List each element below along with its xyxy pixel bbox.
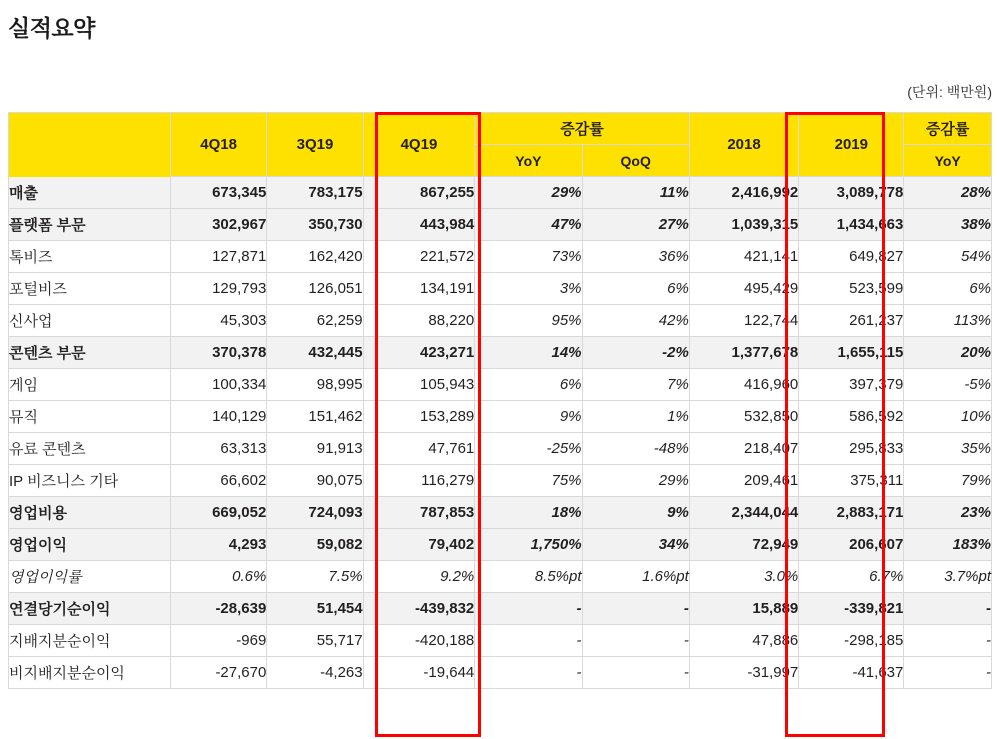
table-body bbox=[9, 177, 992, 689]
cell-q4_18: 63,313 bbox=[171, 433, 267, 465]
cell-yoy: - bbox=[475, 657, 582, 689]
cell-q4_18: 0.6% bbox=[171, 561, 267, 593]
cell-qoq: 1% bbox=[582, 401, 689, 433]
cell-y2019: 2,883,171 bbox=[799, 497, 904, 529]
row-label: 톡비즈 bbox=[9, 241, 171, 273]
unit-note: (단위: 백만원) bbox=[907, 84, 992, 100]
cell-y2018: 416,960 bbox=[689, 369, 798, 401]
cell-qoq: 36% bbox=[582, 241, 689, 273]
cell-q4_18: 370,378 bbox=[171, 337, 267, 369]
table-row bbox=[9, 657, 992, 689]
cell-yoy2: 10% bbox=[904, 401, 992, 433]
row-label: 영업이익 bbox=[9, 529, 171, 561]
row-label: 영업비용 bbox=[9, 497, 171, 529]
cell-yoy: 75% bbox=[475, 465, 582, 497]
header-qoq: QoQ bbox=[582, 145, 689, 177]
cell-yoy: - bbox=[475, 625, 582, 657]
cell-q3_19: 59,082 bbox=[267, 529, 363, 561]
cell-y2019: -298,185 bbox=[799, 625, 904, 657]
cell-q4_19: 423,271 bbox=[363, 337, 475, 369]
header-label-col bbox=[9, 113, 171, 177]
cell-yoy: - bbox=[475, 593, 582, 625]
cell-y2019: 3,089,778 bbox=[799, 177, 904, 209]
cell-q3_19: 90,075 bbox=[267, 465, 363, 497]
cell-y2018: 1,377,678 bbox=[689, 337, 798, 369]
cell-yoy: 47% bbox=[475, 209, 582, 241]
cell-y2019: 397,379 bbox=[799, 369, 904, 401]
cell-qoq: - bbox=[582, 593, 689, 625]
table-header-row-1 bbox=[9, 113, 992, 145]
cell-q4_19: 47,761 bbox=[363, 433, 475, 465]
cell-yoy2: - bbox=[904, 593, 992, 625]
cell-y2019: 6.7% bbox=[799, 561, 904, 593]
cell-q4_18: 302,967 bbox=[171, 209, 267, 241]
performance-summary-table bbox=[8, 112, 992, 689]
table-row bbox=[9, 209, 992, 241]
cell-qoq: 1.6%pt bbox=[582, 561, 689, 593]
cell-qoq: -2% bbox=[582, 337, 689, 369]
cell-y2019: 1,655,115 bbox=[799, 337, 904, 369]
cell-qoq: 27% bbox=[582, 209, 689, 241]
cell-yoy: 73% bbox=[475, 241, 582, 273]
cell-y2019: 295,833 bbox=[799, 433, 904, 465]
cell-y2019: -41,637 bbox=[799, 657, 904, 689]
cell-y2019: 649,827 bbox=[799, 241, 904, 273]
row-label: 지배지분순이익 bbox=[9, 625, 171, 657]
header-growth-group: 증감률 bbox=[475, 113, 690, 145]
cell-y2018: 15,889 bbox=[689, 593, 798, 625]
cell-q3_19: 62,259 bbox=[267, 305, 363, 337]
cell-q4_18: 673,345 bbox=[171, 177, 267, 209]
cell-yoy2: 28% bbox=[904, 177, 992, 209]
table-row bbox=[9, 497, 992, 529]
cell-q3_19: 151,462 bbox=[267, 401, 363, 433]
cell-q4_19: 867,255 bbox=[363, 177, 475, 209]
table-row bbox=[9, 177, 992, 209]
cell-qoq: -48% bbox=[582, 433, 689, 465]
cell-q3_19: 126,051 bbox=[267, 273, 363, 305]
table-row bbox=[9, 401, 992, 433]
table-row bbox=[9, 465, 992, 497]
cell-q4_18: 100,334 bbox=[171, 369, 267, 401]
cell-yoy2: 20% bbox=[904, 337, 992, 369]
cell-y2018: 218,407 bbox=[689, 433, 798, 465]
row-label: IP 비즈니스 기타 bbox=[9, 465, 171, 497]
cell-y2019: -339,821 bbox=[799, 593, 904, 625]
cell-q4_18: 45,303 bbox=[171, 305, 267, 337]
table-row bbox=[9, 433, 992, 465]
cell-q4_19: 787,853 bbox=[363, 497, 475, 529]
cell-q3_19: -4,263 bbox=[267, 657, 363, 689]
cell-q3_19: 98,995 bbox=[267, 369, 363, 401]
cell-y2019: 261,237 bbox=[799, 305, 904, 337]
header-yoy-annual: YoY bbox=[904, 145, 992, 177]
row-label: 포털비즈 bbox=[9, 273, 171, 305]
cell-q3_19: 432,445 bbox=[267, 337, 363, 369]
cell-q3_19: 7.5% bbox=[267, 561, 363, 593]
cell-q4_18: 140,129 bbox=[171, 401, 267, 433]
cell-y2019: 375,311 bbox=[799, 465, 904, 497]
cell-q3_19: 91,913 bbox=[267, 433, 363, 465]
cell-q4_19: 221,572 bbox=[363, 241, 475, 273]
cell-yoy: 8.5%pt bbox=[475, 561, 582, 593]
cell-yoy2: 6% bbox=[904, 273, 992, 305]
cell-q4_18: -28,639 bbox=[171, 593, 267, 625]
cell-y2018: 2,416,992 bbox=[689, 177, 798, 209]
cell-yoy2: - bbox=[904, 657, 992, 689]
table-row bbox=[9, 593, 992, 625]
header-yoy: YoY bbox=[475, 145, 582, 177]
table-header bbox=[9, 113, 992, 177]
cell-yoy: 9% bbox=[475, 401, 582, 433]
cell-q4_19: 79,402 bbox=[363, 529, 475, 561]
table-row bbox=[9, 529, 992, 561]
cell-q4_19: 443,984 bbox=[363, 209, 475, 241]
header-3q19: 3Q19 bbox=[267, 113, 363, 177]
cell-qoq: 29% bbox=[582, 465, 689, 497]
cell-yoy: 95% bbox=[475, 305, 582, 337]
row-label: 비지배지분순이익 bbox=[9, 657, 171, 689]
cell-qoq: 7% bbox=[582, 369, 689, 401]
row-label: 영업이익률 bbox=[9, 561, 171, 593]
table-row bbox=[9, 273, 992, 305]
cell-y2018: 72,949 bbox=[689, 529, 798, 561]
cell-q4_19: -19,644 bbox=[363, 657, 475, 689]
cell-y2018: 495,429 bbox=[689, 273, 798, 305]
cell-yoy2: 23% bbox=[904, 497, 992, 529]
row-label: 게임 bbox=[9, 369, 171, 401]
cell-yoy2: 183% bbox=[904, 529, 992, 561]
table-row bbox=[9, 241, 992, 273]
cell-qoq: 9% bbox=[582, 497, 689, 529]
table-row bbox=[9, 305, 992, 337]
cell-yoy2: 3.7%pt bbox=[904, 561, 992, 593]
header-2019: 2019 bbox=[799, 113, 904, 177]
cell-q4_18: 66,602 bbox=[171, 465, 267, 497]
header-4q19: 4Q19 bbox=[363, 113, 475, 177]
row-label: 유료 콘텐츠 bbox=[9, 433, 171, 465]
cell-yoy: 3% bbox=[475, 273, 582, 305]
cell-q3_19: 55,717 bbox=[267, 625, 363, 657]
cell-y2019: 206,607 bbox=[799, 529, 904, 561]
row-label: 콘텐츠 부문 bbox=[9, 337, 171, 369]
cell-yoy2: -5% bbox=[904, 369, 992, 401]
cell-y2018: 1,039,315 bbox=[689, 209, 798, 241]
cell-yoy: 29% bbox=[475, 177, 582, 209]
cell-qoq: - bbox=[582, 657, 689, 689]
cell-yoy: 18% bbox=[475, 497, 582, 529]
cell-y2018: 122,744 bbox=[689, 305, 798, 337]
cell-q3_19: 51,454 bbox=[267, 593, 363, 625]
cell-y2019: 523,599 bbox=[799, 273, 904, 305]
cell-q4_19: 116,279 bbox=[363, 465, 475, 497]
cell-yoy2: 38% bbox=[904, 209, 992, 241]
header-2018: 2018 bbox=[689, 113, 798, 177]
table-row bbox=[9, 369, 992, 401]
cell-q4_19: 153,289 bbox=[363, 401, 475, 433]
cell-y2019: 1,434,663 bbox=[799, 209, 904, 241]
cell-y2018: 421,141 bbox=[689, 241, 798, 273]
cell-yoy2: 79% bbox=[904, 465, 992, 497]
cell-y2018: 532,850 bbox=[689, 401, 798, 433]
cell-yoy2: 113% bbox=[904, 305, 992, 337]
table-row bbox=[9, 337, 992, 369]
cell-q4_18: 129,793 bbox=[171, 273, 267, 305]
cell-q4_18: 127,871 bbox=[171, 241, 267, 273]
row-label: 매출 bbox=[9, 177, 171, 209]
row-label: 플랫폼 부문 bbox=[9, 209, 171, 241]
cell-q3_19: 783,175 bbox=[267, 177, 363, 209]
cell-yoy: 14% bbox=[475, 337, 582, 369]
header-4q18: 4Q18 bbox=[171, 113, 267, 177]
cell-y2018: 3.0% bbox=[689, 561, 798, 593]
cell-y2018: 47,886 bbox=[689, 625, 798, 657]
cell-q3_19: 162,420 bbox=[267, 241, 363, 273]
cell-y2018: -31,997 bbox=[689, 657, 798, 689]
cell-yoy2: - bbox=[904, 625, 992, 657]
cell-yoy: -25% bbox=[475, 433, 582, 465]
cell-y2019: 586,592 bbox=[799, 401, 904, 433]
cell-q4_19: -420,188 bbox=[363, 625, 475, 657]
cell-yoy2: 35% bbox=[904, 433, 992, 465]
cell-q4_18: -27,670 bbox=[171, 657, 267, 689]
cell-q4_19: 9.2% bbox=[363, 561, 475, 593]
page-title: 실적요약 bbox=[8, 15, 95, 41]
cell-qoq: 42% bbox=[582, 305, 689, 337]
cell-qoq: 6% bbox=[582, 273, 689, 305]
cell-q4_19: 134,191 bbox=[363, 273, 475, 305]
cell-q3_19: 724,093 bbox=[267, 497, 363, 529]
cell-q4_19: 88,220 bbox=[363, 305, 475, 337]
cell-q4_19: -439,832 bbox=[363, 593, 475, 625]
table-row bbox=[9, 561, 992, 593]
cell-qoq: 34% bbox=[582, 529, 689, 561]
header-growth-group-2: 증감률 bbox=[904, 113, 992, 145]
cell-yoy2: 54% bbox=[904, 241, 992, 273]
cell-q3_19: 350,730 bbox=[267, 209, 363, 241]
cell-yoy: 6% bbox=[475, 369, 582, 401]
cell-q4_18: 669,052 bbox=[171, 497, 267, 529]
cell-q4_18: 4,293 bbox=[171, 529, 267, 561]
table-row bbox=[9, 625, 992, 657]
cell-q4_19: 105,943 bbox=[363, 369, 475, 401]
row-label: 신사업 bbox=[9, 305, 171, 337]
cell-qoq: - bbox=[582, 625, 689, 657]
row-label: 연결당기순이익 bbox=[9, 593, 171, 625]
cell-q4_18: -969 bbox=[171, 625, 267, 657]
row-label: 뮤직 bbox=[9, 401, 171, 433]
cell-qoq: 11% bbox=[582, 177, 689, 209]
cell-yoy: 1,750% bbox=[475, 529, 582, 561]
cell-y2018: 2,344,044 bbox=[689, 497, 798, 529]
cell-y2018: 209,461 bbox=[689, 465, 798, 497]
